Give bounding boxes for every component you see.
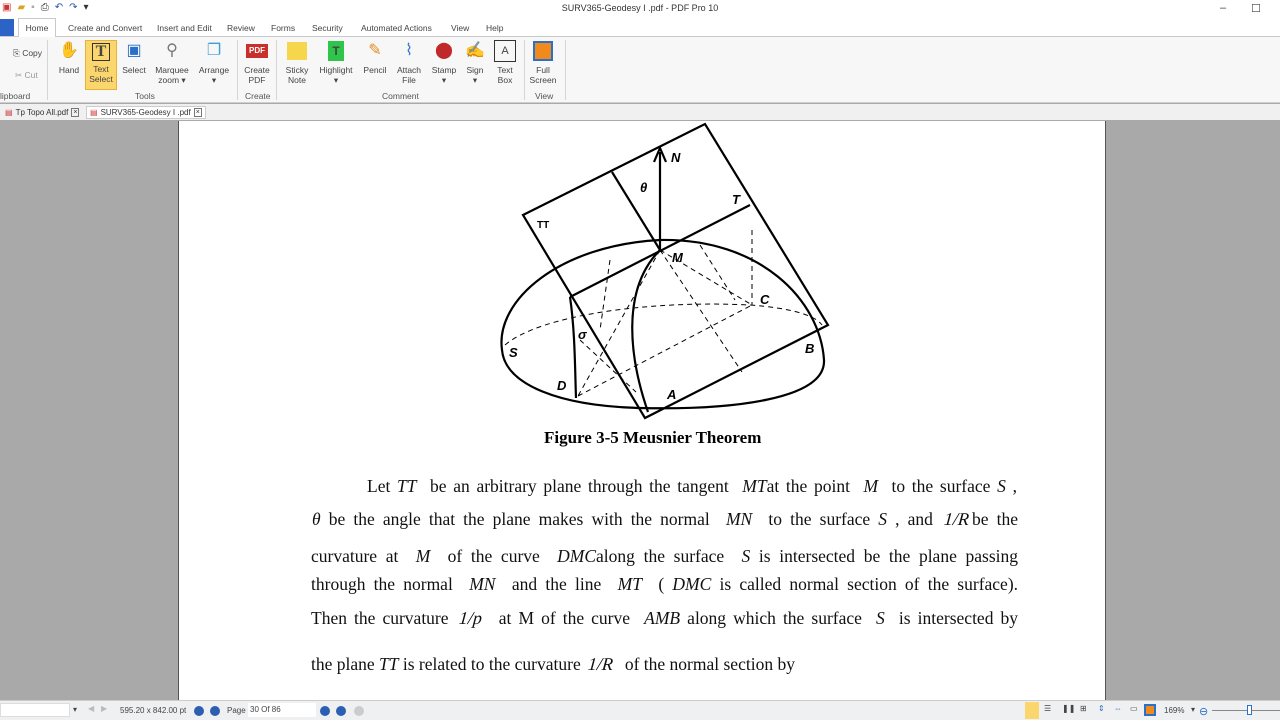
tab-automated-actions[interactable]: Automated Actions bbox=[361, 23, 432, 33]
zoom-level[interactable]: 169% bbox=[1164, 706, 1185, 715]
tab-review[interactable]: Review bbox=[227, 23, 255, 33]
math-symbol: MT bbox=[742, 476, 767, 496]
text-box-icon: A bbox=[494, 40, 516, 62]
tab-view[interactable]: View bbox=[451, 23, 470, 33]
label: Full bbox=[536, 65, 550, 75]
fraction: 1/R bbox=[943, 509, 970, 529]
text-run: be the bbox=[971, 509, 1018, 529]
app-icon: ▣ bbox=[2, 2, 12, 13]
redo-icon[interactable]: ↷ bbox=[69, 2, 78, 13]
tab-help[interactable]: Help bbox=[486, 23, 504, 33]
facing-view-icon[interactable]: ❚❚ bbox=[1062, 704, 1076, 713]
highlight-icon: T bbox=[325, 40, 347, 62]
label-theta: θ bbox=[640, 180, 648, 195]
math-symbol: S bbox=[876, 608, 885, 628]
next-view-icon[interactable]: ▶ bbox=[101, 704, 108, 713]
customize-icon[interactable]: ▾ bbox=[83, 2, 89, 13]
page-size: 595.20 x 842.00 pt bbox=[120, 706, 187, 715]
math-symbol: TT bbox=[379, 654, 399, 674]
label-c: C bbox=[760, 292, 770, 307]
close-tab-icon[interactable]: × bbox=[195, 109, 200, 116]
zoom-slider-thumb[interactable] bbox=[1247, 705, 1252, 715]
doc-tab-label: Tp Topo All.pdf bbox=[15, 108, 69, 117]
paragraph-line bbox=[311, 608, 1018, 629]
save-icon[interactable]: ▪ bbox=[31, 2, 35, 13]
label: Text bbox=[93, 64, 109, 74]
label-sigma: σ bbox=[578, 327, 587, 342]
label-b: B bbox=[805, 341, 815, 356]
text-run: along the surface bbox=[596, 546, 742, 566]
math-symbol: M bbox=[863, 476, 879, 496]
pencil-icon: ✎ bbox=[368, 42, 382, 59]
text-run: and the line bbox=[495, 574, 618, 594]
maximize-button[interactable]: ☐ bbox=[1251, 3, 1261, 15]
copy-icon: ⎘ bbox=[13, 48, 20, 58]
text-run: the plane bbox=[311, 654, 380, 674]
status-bar bbox=[0, 700, 1280, 720]
math-symbol: TT bbox=[397, 476, 417, 496]
label: Attach bbox=[396, 65, 422, 75]
normal-arrow bbox=[654, 148, 666, 250]
text-run: be an arbitrary plane through the tangent bbox=[416, 476, 743, 496]
text-run: Let bbox=[367, 476, 398, 496]
pdf-file-icon: ▤ bbox=[5, 108, 13, 117]
pdf-file-icon: ▤ bbox=[90, 108, 98, 117]
math-symbol: MN bbox=[725, 509, 753, 529]
full-screen-icon[interactable] bbox=[1144, 704, 1156, 716]
page-label: Page bbox=[227, 706, 246, 715]
fit-height-icon[interactable]: ⇕ bbox=[1098, 704, 1105, 713]
zoom-slider[interactable] bbox=[1212, 710, 1280, 711]
prev-view-icon[interactable]: ◀ bbox=[88, 704, 95, 713]
create-group-label: Create bbox=[245, 91, 271, 101]
pdf-icon: PDF bbox=[246, 44, 268, 58]
math-symbol: AMB bbox=[644, 608, 681, 628]
clipboard-group-label: lipboard bbox=[0, 91, 31, 101]
stamp-icon: ⬤ bbox=[435, 42, 453, 59]
label: Pencil bbox=[363, 65, 387, 75]
label: Box bbox=[497, 75, 513, 85]
tab-label: Home bbox=[25, 23, 49, 33]
label-d: D bbox=[557, 378, 567, 393]
label: ▾ bbox=[472, 75, 478, 85]
math-symbol: S bbox=[741, 546, 751, 566]
select-icon: ▣ bbox=[126, 42, 142, 59]
fit-width-icon[interactable]: ⇔ bbox=[1114, 704, 1122, 713]
label-n: N bbox=[671, 150, 681, 165]
text-select-icon: T bbox=[92, 43, 110, 61]
math-symbol: S bbox=[997, 476, 1006, 496]
doc-tab-label: SURV365-Geodesy I .pdf bbox=[100, 108, 191, 117]
zoom-out-icon[interactable]: ⊖ bbox=[1199, 706, 1209, 718]
cut-icon: ✂ bbox=[15, 70, 23, 80]
paragraph-line bbox=[311, 546, 1018, 567]
paragraph-line bbox=[312, 509, 1018, 530]
dropdown-icon[interactable]: ▾ bbox=[73, 705, 78, 714]
label: Marquee bbox=[155, 65, 189, 75]
label: Screen bbox=[529, 75, 557, 85]
text-run: , bbox=[1005, 476, 1017, 496]
undo-icon[interactable]: ↶ bbox=[54, 2, 64, 13]
previous-page-button[interactable] bbox=[210, 706, 220, 716]
section-curve bbox=[570, 297, 576, 398]
text-run: to the surface bbox=[878, 476, 998, 496]
print-icon[interactable]: ⎙ bbox=[40, 2, 49, 13]
math-symbol: DMC bbox=[672, 574, 712, 594]
math-symbol: MN bbox=[469, 574, 496, 594]
label-tt: TT bbox=[537, 220, 550, 231]
label: File bbox=[402, 75, 416, 85]
label-t: T bbox=[732, 192, 740, 207]
first-page-button[interactable] bbox=[194, 706, 204, 716]
go-back-button[interactable] bbox=[354, 706, 364, 716]
continuous-view-icon[interactable]: ☰ bbox=[1044, 704, 1052, 713]
text-run: ( bbox=[641, 574, 673, 594]
label-s: S bbox=[509, 345, 518, 360]
label: ▾ bbox=[333, 75, 339, 85]
label-a: A bbox=[667, 387, 677, 402]
text-run: at M of the curve bbox=[484, 608, 645, 628]
view-group-label: View bbox=[535, 91, 554, 101]
text-run: is related to the curvature bbox=[398, 654, 586, 674]
label: zoom ▾ bbox=[158, 75, 186, 85]
text-run: through the normal bbox=[311, 574, 470, 594]
last-page-button[interactable] bbox=[336, 706, 346, 716]
tools-group-label: Tools bbox=[135, 91, 155, 101]
label: Text bbox=[497, 65, 513, 75]
text-run: is intersected be the plane passing bbox=[750, 546, 1019, 566]
window-title: SURV365-Geodesy I .pdf - PDF Pro 10 bbox=[561, 3, 719, 13]
label: Note bbox=[288, 75, 306, 85]
text-run: to the surface bbox=[752, 509, 879, 529]
comment-group-label: Comment bbox=[382, 91, 419, 101]
close-tab-icon[interactable]: × bbox=[73, 109, 78, 116]
label: Highlight bbox=[319, 65, 353, 75]
grid-view-icon[interactable]: ⊞ bbox=[1080, 704, 1087, 713]
label: ▾ bbox=[441, 75, 447, 85]
hidden-lines bbox=[505, 230, 822, 396]
text-run: at the point bbox=[766, 476, 864, 496]
label: Sign bbox=[466, 65, 484, 75]
copy-label: Copy bbox=[22, 48, 43, 58]
paragraph-line bbox=[311, 654, 795, 675]
label: Select bbox=[89, 74, 113, 84]
magnifier-icon: ⚲ bbox=[166, 42, 178, 59]
text-run: Then the curvature bbox=[311, 608, 456, 628]
surface-outline bbox=[501, 240, 824, 408]
text-run: be the angle that the plane makes with the normal bbox=[320, 509, 726, 529]
label: Hand bbox=[58, 65, 80, 75]
search-box[interactable] bbox=[0, 703, 70, 717]
paragraph-line bbox=[367, 476, 1017, 497]
fraction: 1/p bbox=[457, 608, 483, 628]
label: Stamp bbox=[431, 65, 457, 75]
open-icon[interactable]: ▰ bbox=[17, 2, 26, 13]
paragraph-line bbox=[311, 574, 1018, 595]
label: Arrange bbox=[198, 65, 230, 75]
label: PDF bbox=[248, 75, 266, 85]
text-run: is intersected by bbox=[884, 608, 1019, 628]
math-symbol: S bbox=[878, 509, 888, 529]
tab-security[interactable]: Security bbox=[312, 23, 343, 33]
tab-create-and-convert[interactable]: Create and Convert bbox=[68, 23, 143, 33]
zoom-dropdown-icon[interactable]: ▾ bbox=[1191, 705, 1196, 714]
hand-icon: ✋ bbox=[59, 42, 79, 59]
math-symbol: M bbox=[415, 546, 431, 566]
text-run: of the curve bbox=[430, 546, 558, 566]
next-page-button[interactable] bbox=[320, 706, 330, 716]
minimize-button[interactable]: – bbox=[1220, 2, 1227, 14]
arrange-icon: ❐ bbox=[206, 42, 222, 59]
page-number-input[interactable]: 30 Of 86 bbox=[248, 703, 316, 717]
text-run: curvature at bbox=[311, 546, 416, 566]
figure-caption: Figure 3-5 Meusnier Theorem bbox=[544, 428, 762, 447]
paperclip-icon: ⌇ bbox=[405, 42, 413, 59]
text-run: of the normal section by bbox=[616, 654, 795, 674]
label: ▾ bbox=[211, 75, 217, 85]
math-symbol: θ bbox=[312, 509, 321, 529]
label: Select bbox=[122, 65, 146, 75]
tab-insert-and-edit[interactable]: Insert and Edit bbox=[157, 23, 212, 33]
label-m: M bbox=[672, 250, 683, 265]
signature-icon: ✍ bbox=[465, 42, 485, 59]
tab-home[interactable] bbox=[18, 18, 56, 37]
actual-size-icon[interactable]: ▭ bbox=[1130, 704, 1138, 713]
single-page-view-icon[interactable] bbox=[1025, 702, 1039, 719]
cut-label: Cut bbox=[24, 70, 38, 80]
tab-forms[interactable]: Forms bbox=[271, 23, 296, 33]
label: Sticky bbox=[285, 65, 309, 75]
text-run: along which the surface bbox=[680, 608, 877, 628]
text-run: is called normal section of the surface). bbox=[711, 574, 1019, 594]
fraction: 1/R bbox=[587, 654, 615, 674]
tangent-plane-outline bbox=[523, 124, 828, 418]
math-symbol: DMC bbox=[557, 546, 597, 566]
label: Create bbox=[244, 65, 270, 75]
math-symbol: MT bbox=[617, 574, 642, 594]
text-run: , and bbox=[887, 509, 941, 529]
